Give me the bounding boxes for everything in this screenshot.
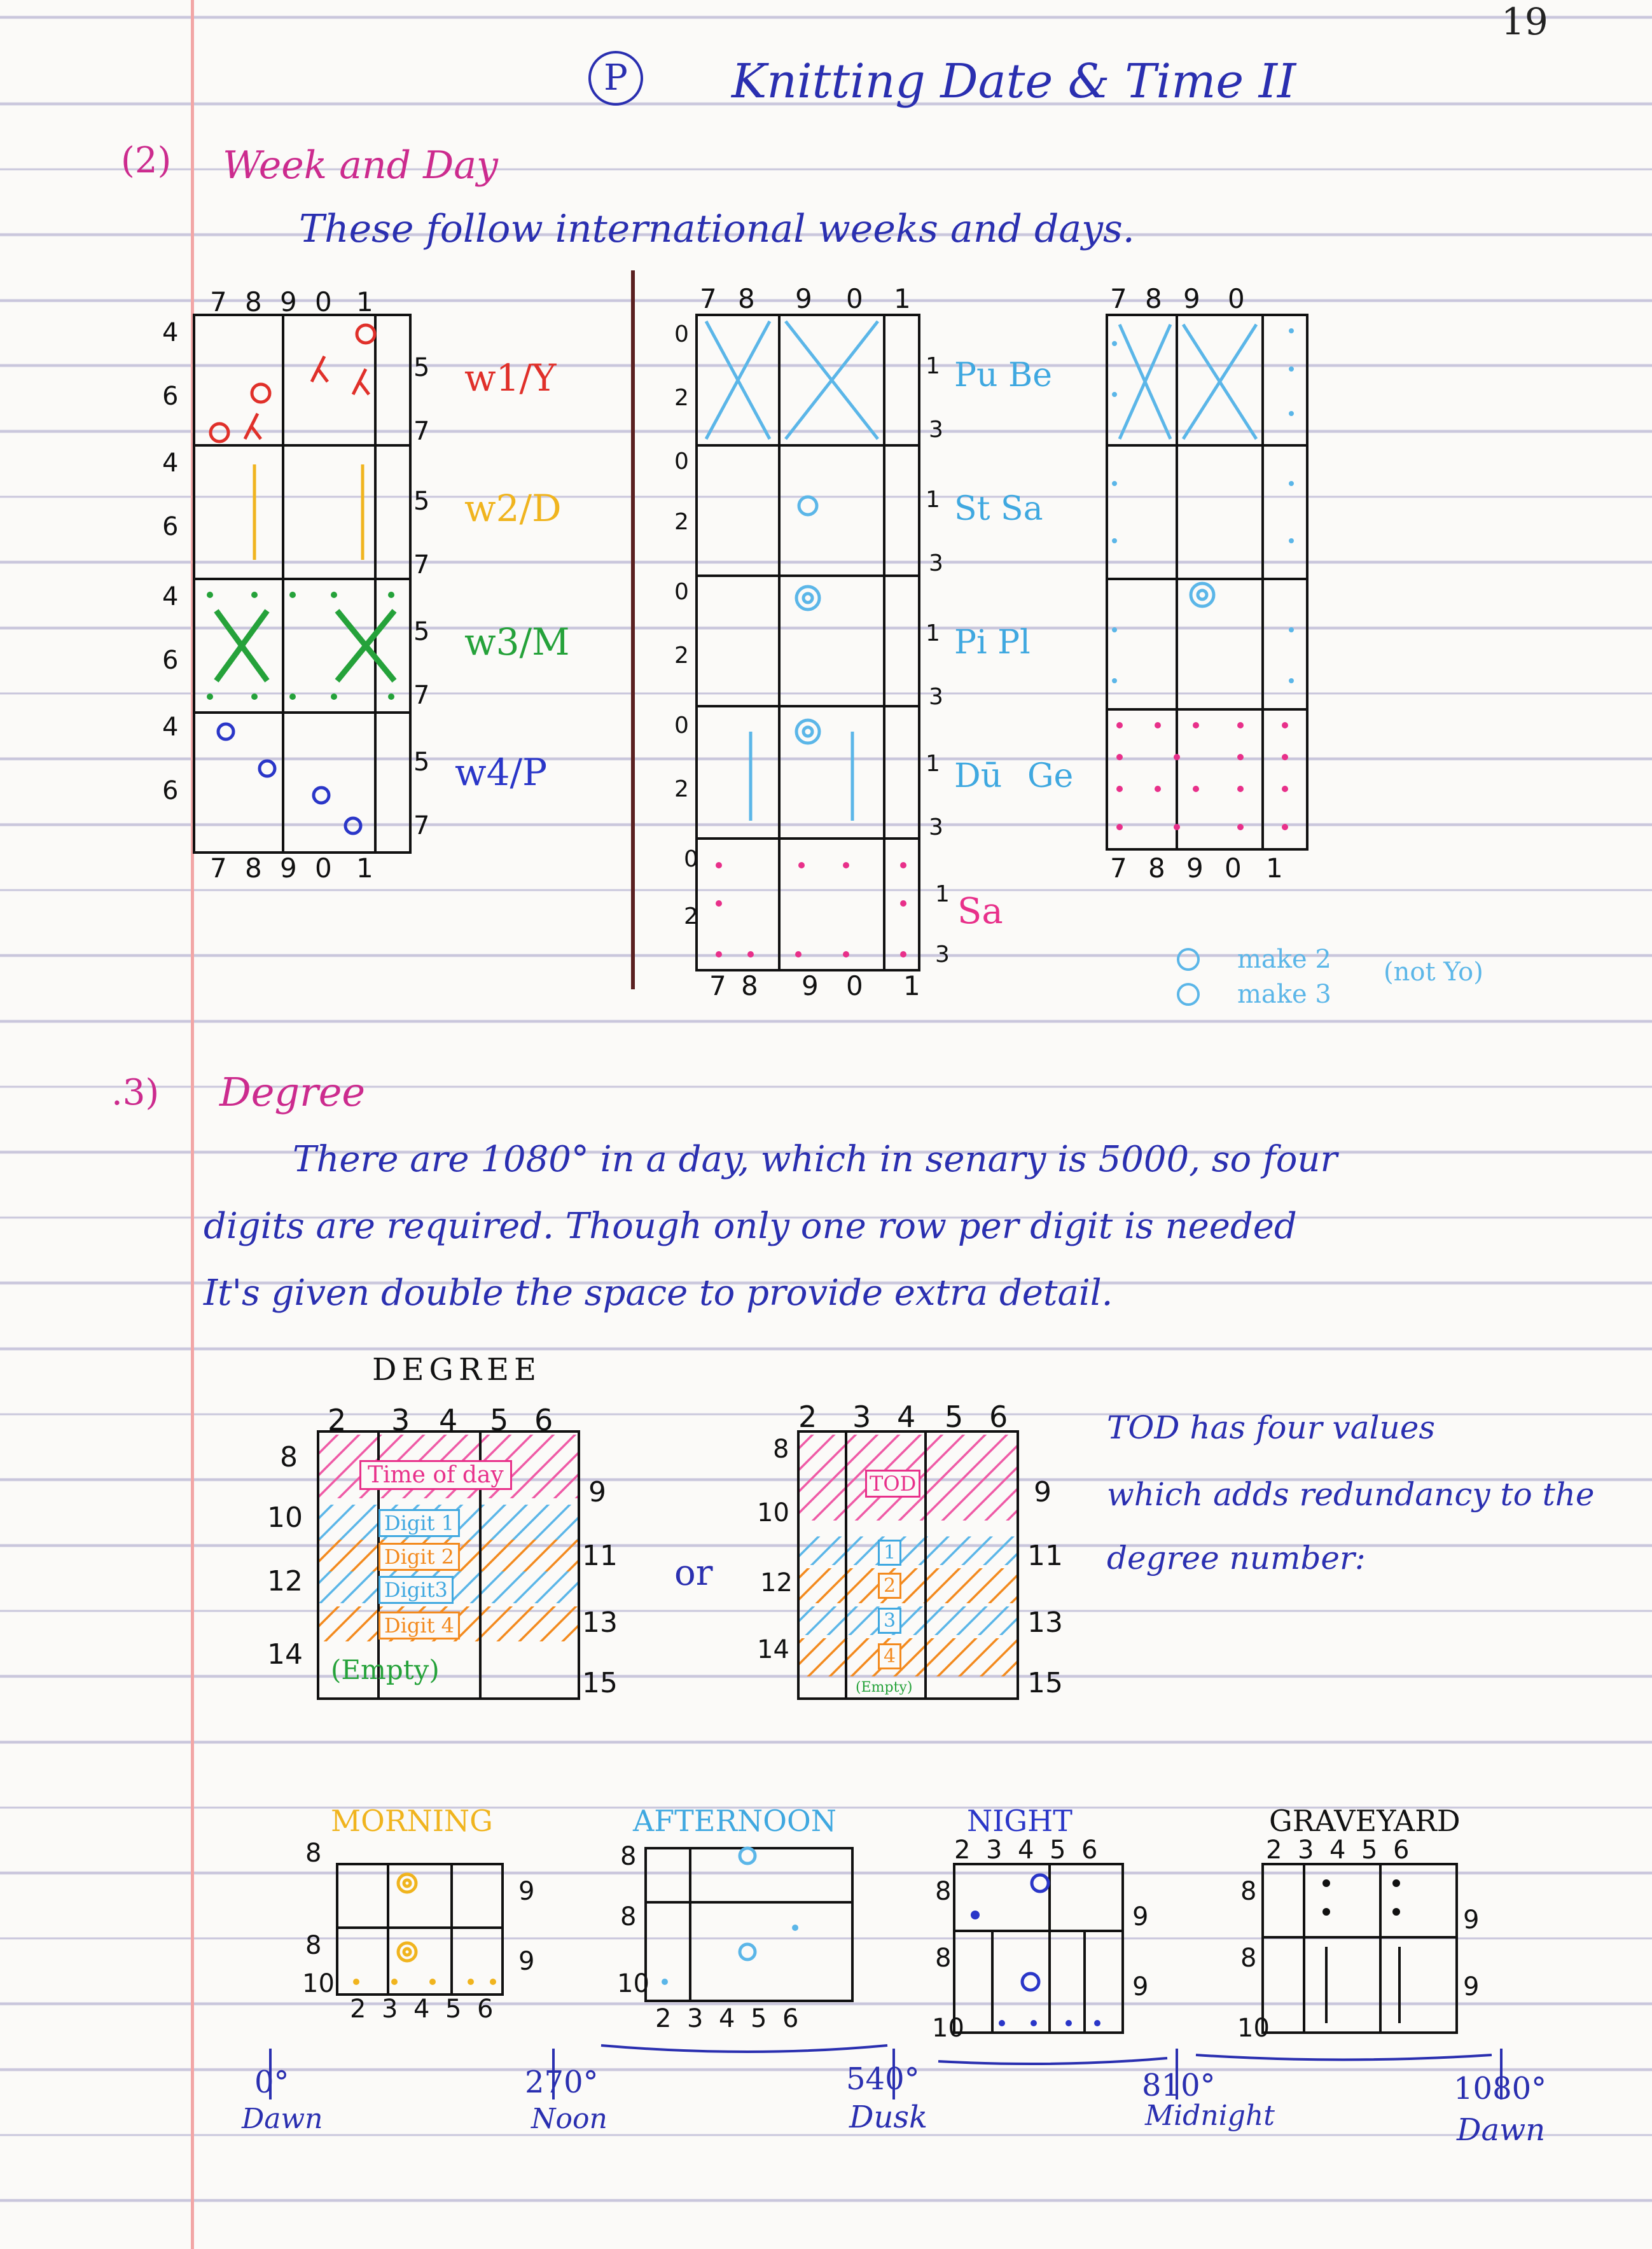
tod-row-number: 8 (305, 1931, 322, 1960)
day-a-right-2: 1 (926, 487, 940, 513)
degree-b-right-1: 11 (1027, 1540, 1063, 1572)
tod-row-number: 8 (305, 1839, 322, 1868)
degree-caption: DEGREE (372, 1352, 542, 1388)
tod-row-number: 9 (1463, 1972, 1480, 2002)
degree-a-col-3: 5 (490, 1403, 509, 1437)
section-2-body: These follow international weeks and days. (299, 207, 1135, 251)
day-a-left-5: 2 (674, 643, 689, 669)
tod-row-number: 10 (1237, 2014, 1270, 2043)
week-col-top-4: 1 (356, 286, 373, 317)
degree-row-digit-2: Digit 2 (378, 1543, 460, 1571)
degree-a-right-3: 15 (582, 1667, 618, 1699)
degree-b-col-4: 6 (989, 1400, 1008, 1434)
day-a-right-5: 3 (929, 684, 943, 710)
day-a-col-bottom-4: 1 (903, 970, 920, 1001)
tod-col-number: 3 (1298, 1835, 1314, 1865)
week-right-4: 5 (413, 617, 430, 646)
section-2-label: (2) (121, 140, 172, 181)
week-right-2: 5 (413, 487, 430, 516)
or-text: or (674, 1552, 713, 1594)
day-label-2: St Sa (954, 490, 1043, 528)
day-a-col-top-2: 9 (795, 283, 812, 314)
timeline-name-0: Dawn (242, 2103, 323, 2135)
tod-graveyard-title: GRAVEYARD (1269, 1804, 1461, 1838)
week-col-top-1: 8 (245, 286, 262, 317)
day-a-left-8: 0 (684, 846, 698, 872)
timeline-name-2: Dusk (849, 2099, 928, 2135)
day-a-col-bottom-1: 8 (741, 970, 758, 1001)
day-b-col-top-0: 7 (1110, 283, 1127, 314)
degree-b-4: 4 (878, 1643, 901, 1669)
day-a-right-4: 1 (926, 620, 940, 646)
day-b-col-bottom-0: 7 (1110, 853, 1127, 884)
week-col-top-0: 7 (210, 286, 227, 317)
degree-a-col-1: 3 (391, 1403, 410, 1437)
day-a-left-1: 2 (674, 385, 689, 411)
degree-b-left-1: 10 (757, 1498, 789, 1528)
day-label-ge: Ge (1027, 757, 1074, 795)
tod-col-number: 5 (751, 2004, 767, 2033)
page-number: 19 (1501, 0, 1548, 43)
timeline-name-3: Midnight (1145, 2099, 1275, 2132)
tod-col-number: 4 (1329, 1835, 1346, 1865)
legend-make-3: make 3 (1237, 980, 1331, 1009)
day-a-left-2: 0 (674, 449, 689, 475)
degree-b-2: 2 (878, 1573, 901, 1599)
degree-a-left-3: 14 (267, 1638, 303, 1671)
tod-col-number: 6 (1393, 1835, 1410, 1865)
tod-col-number: 3 (687, 2004, 704, 2033)
week-left-1: 6 (162, 382, 179, 411)
day-a-left-4: 0 (674, 579, 689, 605)
tod-col-number: 2 (655, 2004, 672, 2033)
week-label-4: w4/P (455, 751, 548, 794)
week-col-bottom-2: 9 (280, 853, 297, 884)
tod-col-number: 2 (350, 1995, 366, 2024)
tod-row-number: 9 (518, 1877, 535, 1906)
week-left-2: 4 (162, 449, 179, 478)
day-b-col-top-1: 8 (1145, 283, 1162, 314)
degree-a-right-0: 9 (588, 1476, 606, 1508)
day-a-left-6: 0 (674, 713, 689, 739)
tod-row-number: 8 (935, 1944, 952, 1973)
day-a-right-9: 3 (935, 942, 950, 968)
day-label-5: Sa (957, 891, 1003, 932)
degree-row-digit-4: Digit 4 (378, 1612, 460, 1640)
degree-a-col-2: 4 (439, 1403, 458, 1437)
day-a-col-top-3: 0 (846, 283, 863, 314)
week-col-bottom-4: 1 (356, 853, 373, 884)
degree-b-col-3: 5 (945, 1400, 964, 1434)
tod-row-number: 9 (518, 1947, 535, 1976)
degree-b-right-2: 13 (1027, 1606, 1063, 1639)
week-left-4: 4 (162, 582, 179, 611)
title-mark: P (588, 51, 643, 106)
timeline-deg-4: 1080° (1454, 2071, 1547, 2106)
tod-row-number: 10 (617, 1969, 649, 1998)
degree-a-left-2: 12 (267, 1565, 303, 1598)
week-label-1: w1/Y (464, 356, 557, 400)
tod-col-number: 6 (477, 1995, 494, 2024)
tod-row-number: 10 (932, 2014, 964, 2043)
degree-b-left-2: 12 (760, 1568, 793, 1598)
tod-row-number: 8 (935, 1877, 952, 1906)
day-label-3: Pi Pl (954, 623, 1031, 662)
day-b-col-top-2: 9 (1183, 283, 1200, 314)
degree-row-digit-1: Digit 1 (378, 1509, 460, 1537)
day-b-col-bottom-1: 8 (1148, 853, 1165, 884)
week-col-top-3: 0 (315, 286, 332, 317)
degree-a-right-2: 13 (582, 1606, 618, 1639)
tod-note-line-1: TOD has four values (1107, 1409, 1435, 1446)
degree-row-empty: (Empty) (331, 1654, 440, 1685)
week-right-1: 7 (413, 417, 430, 446)
tod-afternoon-title: AFTERNOON (633, 1804, 836, 1838)
day-a-col-bottom-0: 7 (709, 970, 726, 1001)
section-3-line-1: There are 1080° in a day, which in senary is 5000, so four (293, 1139, 1338, 1180)
week-col-bottom-1: 8 (245, 853, 262, 884)
degree-b-right-3: 15 (1027, 1667, 1063, 1699)
timeline-deg-3: 810° (1142, 2068, 1216, 2103)
day-a-right-1: 3 (929, 417, 943, 443)
timeline-deg-1: 270° (525, 2064, 599, 2100)
legend-make-2: make 2 (1237, 945, 1331, 974)
tod-col-number: 6 (782, 2004, 799, 2033)
section-3-heading: Degree (219, 1069, 366, 1115)
week-right-7: 7 (413, 811, 430, 840)
degree-b-col-2: 4 (897, 1400, 916, 1434)
day-label-4: Dū (954, 757, 1003, 795)
tod-row-number: 8 (1240, 1944, 1257, 1973)
section-3-line-3: It's given double the space to provide extra detail. (204, 1272, 1113, 1314)
tod-note-line-3: degree number: (1107, 1540, 1366, 1577)
page-title: Knitting Date & Time II (732, 54, 1296, 109)
section-2-heading: Week and Day (223, 143, 498, 188)
day-a-col-top-4: 1 (894, 283, 911, 314)
day-a-right-3: 3 (929, 550, 943, 576)
degree-a-left-1: 10 (267, 1501, 303, 1534)
degree-row-digit-3: Digit3 (378, 1576, 454, 1604)
tod-col-number: 3 (382, 1995, 398, 2024)
day-a-left-0: 0 (674, 321, 689, 347)
day-b-col-bottom-4: 1 (1266, 853, 1283, 884)
degree-a-left-0: 8 (280, 1441, 298, 1473)
day-b-col-top-3: 0 (1228, 283, 1245, 314)
tod-col-number: 6 (1081, 1835, 1098, 1865)
tod-row-number: 8 (1240, 1877, 1257, 1906)
week-right-5: 7 (413, 681, 430, 710)
tod-col-number: 2 (1266, 1835, 1282, 1865)
day-b-col-bottom-3: 0 (1225, 853, 1242, 884)
timeline-deg-0: 0° (254, 2064, 289, 2100)
week-left-0: 4 (162, 318, 179, 347)
timeline-deg-2: 540° (846, 2061, 920, 2097)
week-left-5: 6 (162, 646, 179, 675)
week-left-6: 4 (162, 713, 179, 742)
day-a-left-7: 2 (674, 776, 689, 802)
week-col-bottom-0: 7 (210, 853, 227, 884)
day-a-right-7: 3 (929, 814, 943, 840)
tod-col-number: 5 (1050, 1835, 1066, 1865)
day-b-col-bottom-2: 9 (1186, 853, 1204, 884)
tod-col-number: 4 (413, 1995, 430, 2024)
tod-row-number: 9 (1463, 1905, 1480, 1935)
day-label-1: Pu Be (954, 356, 1052, 394)
tod-row-number: 8 (620, 1902, 637, 1932)
day-a-right-0: 1 (926, 353, 940, 379)
tod-note-line-2: which adds redundancy to the (1107, 1476, 1595, 1513)
tod-col-number: 5 (1361, 1835, 1378, 1865)
day-a-col-bottom-3: 0 (846, 970, 863, 1001)
degree-b-3: 3 (878, 1608, 901, 1634)
degree-b-col-0: 2 (798, 1400, 817, 1434)
degree-b-tod: TOD (865, 1470, 920, 1498)
week-right-3: 7 (413, 550, 430, 580)
degree-b-empty: (Empty) (856, 1680, 913, 1695)
tod-night-title: NIGHT (967, 1804, 1072, 1838)
week-col-bottom-3: 0 (315, 853, 332, 884)
tod-row-number: 10 (302, 1969, 335, 1998)
degree-b-col-1: 3 (852, 1400, 871, 1434)
week-label-3: w3/M (464, 620, 570, 664)
week-label-2: w2/D (464, 487, 562, 530)
tod-col-number: 4 (719, 2004, 735, 2033)
week-col-top-2: 9 (280, 286, 297, 317)
degree-b-right-0: 9 (1034, 1476, 1052, 1508)
tod-morning-title: MORNING (331, 1804, 493, 1838)
section-3-label: .3) (111, 1072, 160, 1113)
tod-col-number: 5 (445, 1995, 462, 2024)
section-3-line-2: digits are required. Though only one row per digit is needed (204, 1206, 1297, 1247)
week-left-7: 6 (162, 776, 179, 805)
timeline-name-1: Noon (531, 2103, 607, 2135)
tod-col-number: 2 (954, 1835, 971, 1865)
week-right-0: 5 (413, 353, 430, 382)
tod-row-number: 8 (620, 1842, 637, 1871)
tod-row-number: 9 (1132, 1902, 1149, 1932)
degree-a-col-4: 6 (534, 1403, 553, 1437)
tod-col-number: 3 (986, 1835, 1003, 1865)
degree-row-tod: Time of day (359, 1460, 512, 1490)
tod-row-number: 9 (1132, 1972, 1149, 2002)
day-a-col-bottom-2: 9 (802, 970, 819, 1001)
degree-b-left-0: 8 (773, 1435, 789, 1464)
day-a-left-3: 2 (674, 509, 689, 535)
day-a-col-top-1: 8 (738, 283, 755, 314)
legend-note: (not Yo) (1384, 957, 1483, 987)
degree-b-1: 1 (878, 1540, 901, 1566)
day-a-col-top-0: 7 (700, 283, 717, 314)
timeline-name-4: Dawn (1457, 2112, 1546, 2148)
week-left-3: 6 (162, 512, 179, 541)
degree-a-right-1: 11 (582, 1540, 618, 1572)
day-a-right-8: 1 (935, 881, 950, 907)
day-a-right-6: 1 (926, 751, 940, 777)
degree-b-left-3: 14 (757, 1635, 789, 1664)
week-right-6: 5 (413, 748, 430, 777)
tod-col-number: 4 (1018, 1835, 1034, 1865)
day-a-left-9: 2 (684, 903, 698, 930)
degree-a-col-0: 2 (328, 1403, 347, 1437)
